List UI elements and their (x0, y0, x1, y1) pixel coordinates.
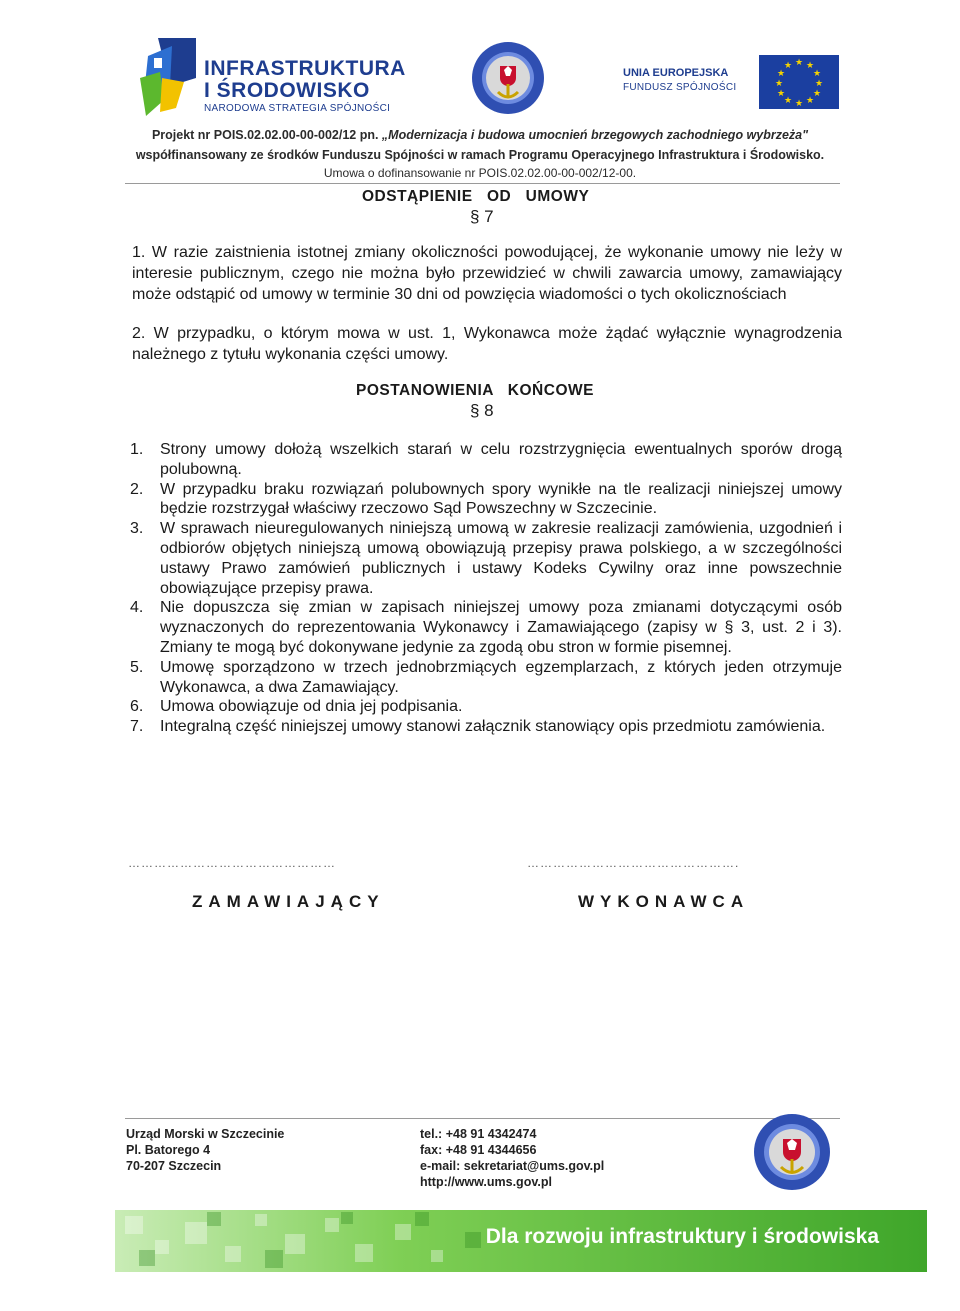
footer-address (126, 1126, 284, 1174)
office-website-link[interactable]: http://www.ums.gov.pl (420, 1175, 552, 1189)
eu-flag-icon (759, 55, 839, 109)
signature-line-right: …………………………………………. (527, 856, 740, 870)
section7-paragraph1 (132, 242, 842, 305)
footer-contact (420, 1126, 604, 1190)
list-item (126, 598, 842, 657)
svg-text:★: ★ (776, 89, 786, 99)
signature-label-contractor: WYKONAWCA (578, 892, 750, 911)
footer-divider (125, 1118, 840, 1119)
section8-heading: POSTANOWIENIA KOŃCOWE (356, 382, 594, 399)
item-text: Nie dopuszcza się zmian w zapisach niniejszej umowy poza zmianami dotyczącymi osób wyznaczonych do reprezentowania Wykonawcy i Zamawiającego (zapisy w § 3, ust. 2 i 3). Zmiany te mogą być dokonywane jedynie za zgodą obu stron w formie pisemnej. (160, 599, 842, 656)
final-provisions-list (126, 440, 842, 737)
section7-para1-text: 1. W razie zaistnienia istotnej zmiany okoliczności powodującej, że wykonanie umowy nie leży w interesie publicznym, czego nie można było przewidzieć w chwili zawarcia umowy, zamawiający może odstąpić od umowy w terminie 30 dni od powzięcia wiadomości o tych okolicznościach (132, 244, 842, 303)
signature-line-left: ………………………………………… (128, 856, 336, 870)
svg-text:★: ★ (783, 61, 793, 71)
section8-number: § 8 (470, 401, 494, 420)
svg-text:★: ★ (776, 69, 786, 79)
item-number: 7. (130, 718, 144, 736)
section7-heading: ODSTĄPIENIE OD UMOWY (362, 188, 590, 205)
item-text: W sprawach nieuregulowanych niniejszą umową w zakresie realizacji zamówienia, uzgodnień i odbiorów objętych niniejszą umową obowiązują przepisy prawa polskiego, a w szczególności ustawy Prawo zamówień publicznych i ustawy Kodeks Cywilny oraz inne powszechnie obowiązujące przepisy prawa. (160, 520, 842, 597)
svg-text:★: ★ (814, 79, 824, 89)
eu-fund-name: FUNDUSZ SPÓJNOŚCI (623, 82, 737, 93)
item-number: 6. (130, 698, 144, 716)
list-item (126, 519, 842, 598)
item-number: 2. (130, 480, 144, 498)
cofinance-line: współfinansowany ze środków Funduszu Spójności w ramach Programu Operacyjnego Infrastruktura i Środowisko. (135, 148, 825, 162)
signature-label-client: ZAMAWIAJĄCY (192, 892, 385, 911)
item-number: 3. (130, 520, 144, 538)
svg-text:★: ★ (794, 58, 804, 68)
list-item (126, 697, 842, 717)
project-line (130, 128, 830, 142)
item-number: 5. (130, 658, 144, 676)
agreement-line: Umowa o dofinansowanie nr POIS.02.02.00-00-002/12-00. (323, 166, 637, 180)
project-title: „Modernizacja i budowa umocnień brzegowych zachodniego wybrzeża" (381, 128, 809, 142)
infrastruktura-emblem-icon (140, 38, 196, 116)
project-prefix: Projekt nr POIS.02.02.00-00-002/12 pn. (151, 128, 382, 142)
item-text: Strony umowy dołożą wszelkich starań w celu rozstrzygnięcia ewentualnych sporów drogą polubowną. (160, 441, 842, 478)
list-item (126, 480, 842, 520)
section7-para2-text: 2. W przypadku, o którym mowa w ust. 1, Wykonawca może żądać wyłącznie wynagrodzenia należnego z tytułu wykonania części umowy. (132, 325, 842, 363)
item-text: Integralną część niniejszej umowy stanowi załącznik stanowiący opis przedmiotu zamówienia. (160, 718, 826, 736)
item-text: W przypadku braku rozwiązań polubownych spory wynikłe na tle realizacji niniejszej umowy będzie rozstrzygał właściwy rzeczowo Sąd Powszechny w Szczecinie. (160, 480, 842, 518)
svg-text:★: ★ (794, 99, 804, 109)
list-item (126, 658, 842, 698)
svg-text:★: ★ (812, 89, 822, 99)
logo-subtitle: NARODOWA STRATEGIA SPÓJNOŚCI (204, 103, 391, 114)
office-name: Urząd Morski w Szczecinie (126, 1127, 285, 1141)
svg-text:★: ★ (774, 79, 784, 89)
logo-title-line1: INFRASTRUKTURA (204, 57, 406, 80)
office-city: 70-207 Szczecin (126, 1159, 222, 1173)
svg-text:★: ★ (805, 61, 815, 71)
section7-paragraph2 (132, 323, 842, 365)
item-number: 4. (130, 599, 144, 617)
eu-title: UNIA EUROPEJSKA (623, 67, 729, 79)
banner-slogan: Dla rozwoju infrastruktury i środowiska (485, 1225, 879, 1248)
office-street: Pl. Batorego 4 (126, 1143, 211, 1157)
item-text: Umowę sporządzono w trzech jednobrzmiących egzemplarzach, z których jeden otrzymuje Wykonawca, a dwa Zamawiający. (160, 658, 842, 696)
office-fax: fax: +48 91 4344656 (420, 1143, 537, 1157)
infrastruktura-logo (140, 38, 406, 118)
svg-text:★: ★ (812, 69, 822, 79)
svg-text:★: ★ (783, 96, 793, 106)
maritime-office-emblem-footer-icon (752, 1112, 832, 1192)
section7-number: § 7 (470, 207, 494, 226)
item-number: 1. (130, 441, 144, 458)
footer-banner (115, 1210, 927, 1272)
logo-title-line2: I ŚRODOWISKO (204, 79, 370, 102)
maritime-office-emblem-icon (470, 40, 546, 116)
list-item (126, 440, 842, 480)
list-item (126, 717, 842, 737)
office-tel: tel.: +48 91 4342474 (420, 1127, 537, 1141)
office-email: e-mail: sekretariat@ums.gov.pl (420, 1159, 605, 1173)
header-divider (125, 183, 840, 184)
item-text: Umowa obowiązuje od dnia jej podpisania. (160, 698, 463, 716)
eu-logo (623, 55, 843, 110)
svg-text:★: ★ (805, 96, 815, 106)
